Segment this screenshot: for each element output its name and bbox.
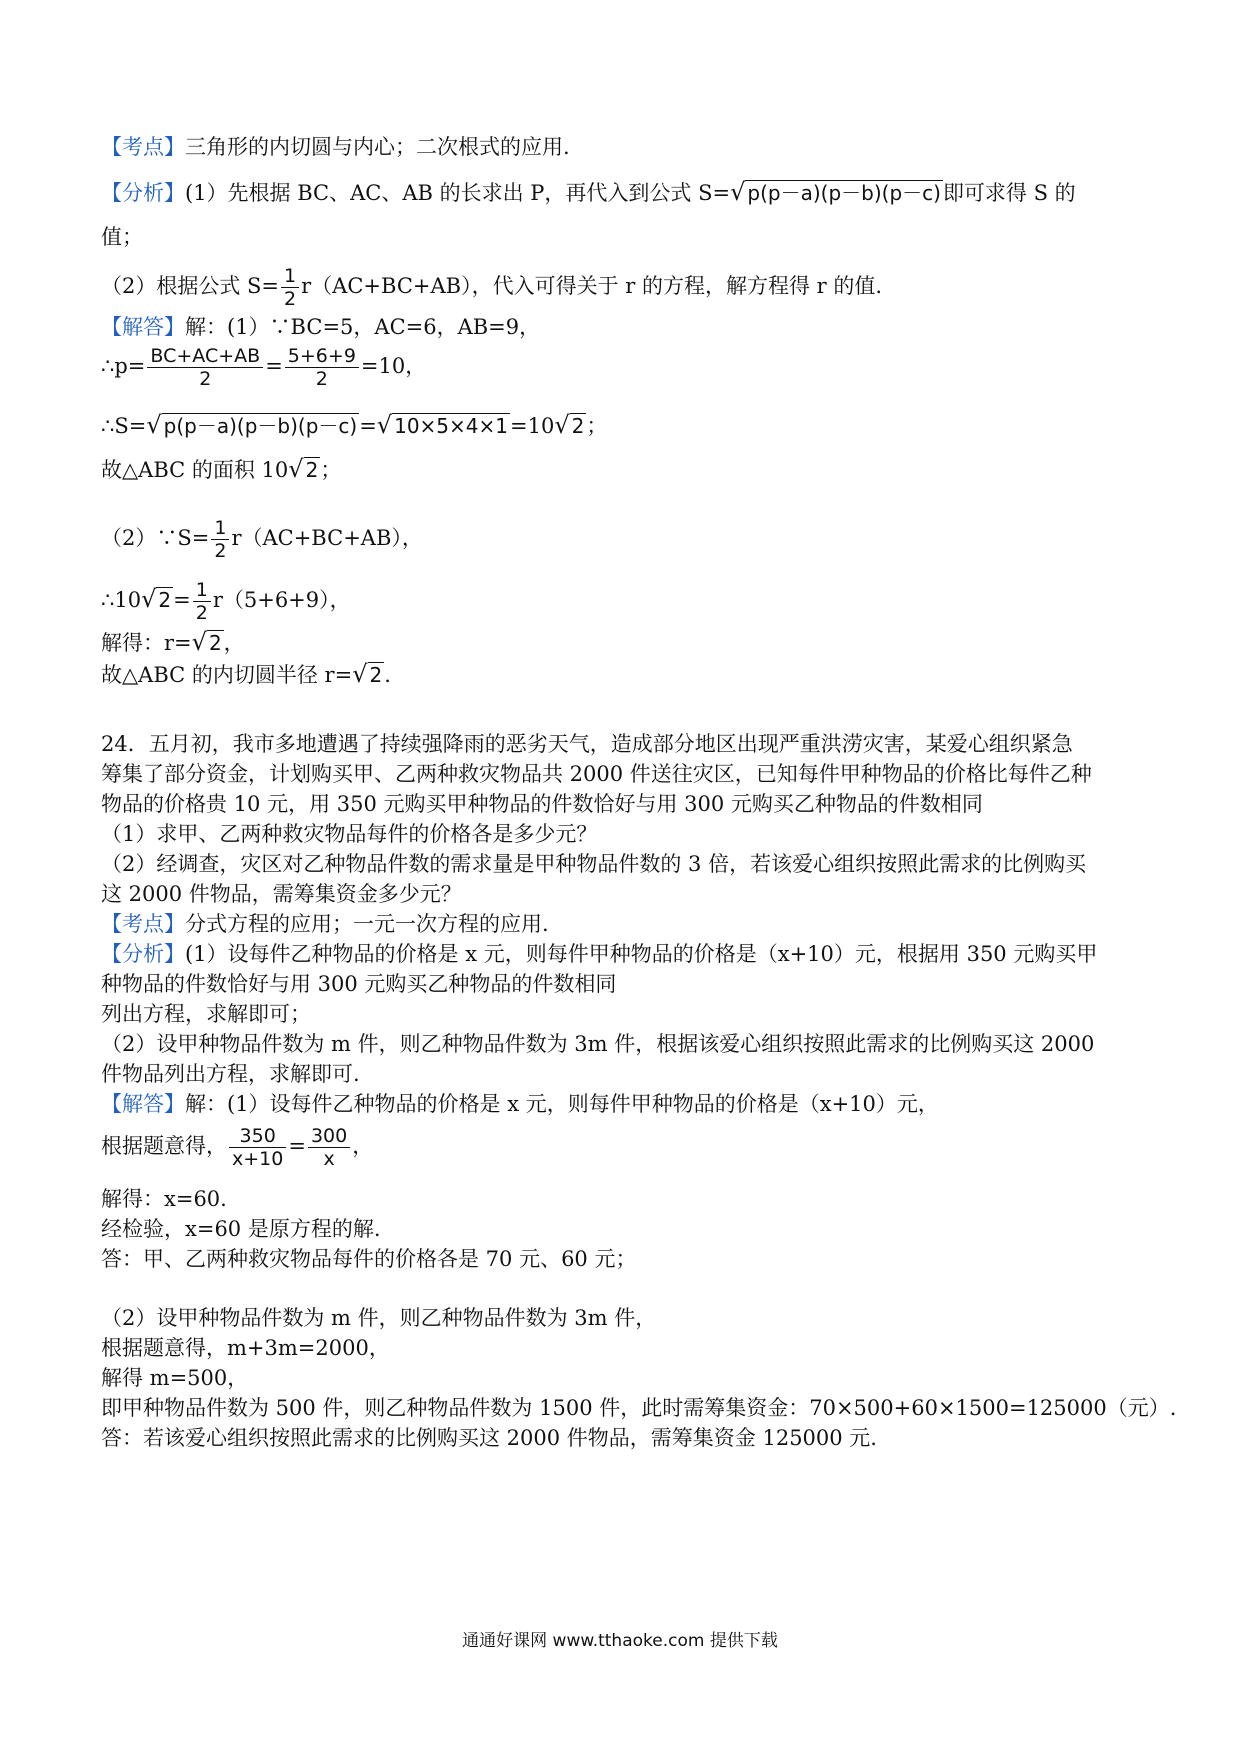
q24-jieda-1: 【解答】解：(1）设每件乙种物品的价格是 x 元，则每件甲种物品的价格是（x+10）元，: [101, 1092, 939, 1116]
jieda-tag: 【解答】: [101, 315, 185, 339]
q24-fenxi-5: 件物品列出方程，求解即可.: [101, 1062, 360, 1086]
q24-question-2b: 这 2000 件物品，需筹集资金多少元？: [101, 882, 462, 906]
q24-stem-3: 物品的价格贵 10 元，用 350 元购买甲种物品的件数恰好与用 300 元购买乙种物品的件数相同: [101, 792, 983, 816]
q24-question-1: （1）求甲、乙两种救灾物品每件的价格各是多少元？: [101, 822, 598, 846]
q24-equation-line: 根据题意得， $\frac{350}{x+10}$ = $\frac{300}{x}$ ，: [101, 1125, 374, 1170]
q23-sol5: 故△ABC 的内切圆半径 r=√ 2.: [101, 660, 391, 688]
half-fraction: $\frac{1}{2}$: [281, 265, 299, 310]
q23-sol2: （2）∵S= $\frac{1}{2}$ r（AC+BC+AB），: [101, 517, 423, 562]
q24-jieda-6: （2）设甲种物品件数为 m 件，则乙种物品件数为 3m 件，: [101, 1306, 657, 1330]
q24-jieda-5: 答：甲、乙两种救灾物品每件的价格各是 70 元、60 元；: [101, 1247, 637, 1271]
q23-kaodian: 【考点】三角形的内切圆与内心；二次根式的应用.: [101, 135, 570, 159]
q23-area-line: 故△ABC 的面积 10√ 2；: [101, 455, 342, 483]
q23-fenxi-1: 【分析】(1）先根据 BC、AC、AB 的长求出 P，再代入到公式 S=√ p(p－a)(p－b)(p－c)即可求得 S 的: [101, 178, 1076, 206]
q23-fenxi-1b: 值；: [101, 225, 143, 249]
q24-jieda-10: 答：若该爱心组织按照此需求的比例购买这 2000 件物品，需筹集资金 125000 元.: [101, 1426, 877, 1450]
q24-fenxi-4: （2）设甲种物品件数为 m 件，则乙种物品件数为 3m 件，根据该爱心组织按照此需求的比例购买这 2000: [101, 1032, 1095, 1056]
q23-fenxi-2: （2）根据公式 S= $\frac{1}{2}$ r（AC+BC+AB），代入可得关于 r 的方程，解方程得 r 的值.: [101, 265, 883, 310]
q24-jieda-3: 解得：x=60.: [101, 1187, 227, 1211]
q23-p-line: ∴p= $\frac{BC+AC+AB}{2}$ = $\frac{5+6+9}{2}$ =10，: [101, 345, 427, 390]
q24-stem-1: 24．五月初，我市多地遭遇了持续强降雨的恶劣天气，造成部分地区出现严重洪涝灾害，某爱心组织紧急: [101, 732, 1073, 756]
q24-jieda-4: 经检验，x=60 是原方程的解.: [101, 1217, 381, 1241]
q24-jieda-7: 根据题意得，m+3m=2000，: [101, 1336, 390, 1360]
q23-s-line: ∴S=√ p(p－a)(p－b)(p－c)=√ 10×5×4×1=10√ 2；: [101, 411, 608, 439]
q24-fenxi-1: 【分析】(1）设每件乙种物品的价格是 x 元，则每件甲种物品的价格是（x+10）元，根据用 350 元购买甲: [101, 942, 1098, 966]
heron-sqrt: √ p(p－a)(p－b)(p－c): [730, 178, 941, 206]
equation-fraction-1: $\frac{350}{x+10}$: [229, 1125, 286, 1170]
q24-kaodian: 【考点】分式方程的应用；一元一次方程的应用.: [101, 912, 549, 936]
q23-sol3: ∴10√ 2= $\frac{1}{2}$ r（5+6+9），: [101, 579, 351, 624]
q24-jieda-9: 即甲种物品件数为 500 件，则乙种物品件数为 1500 件，此时需筹集资金：70×500+60×1500=125000（元）.: [101, 1396, 1177, 1420]
q23-jieda-1: 【解答】解：(1）∵BC=5，AC=6，AB=9，: [101, 315, 541, 339]
q24-jieda-8: 解得 m=500，: [101, 1366, 249, 1390]
q24-stem-2: 筹集了部分资金，计划购买甲、乙两种救灾物品共 2000 件送往灾区，已知每件甲种物品的价格比每件乙种: [101, 762, 1092, 786]
fenxi-tag: 【分析】: [101, 181, 185, 205]
kaodian-tag: 【考点】: [101, 135, 185, 159]
equation-fraction-2: $\frac{300}{x}$: [308, 1125, 350, 1170]
p-fraction-1: $\frac{BC+AC+AB}{2}$: [147, 345, 263, 390]
q24-fenxi-3: 列出方程，求解即可；: [101, 1002, 311, 1026]
q24-fenxi-2: 种物品的件数恰好与用 300 元购买乙种物品的件数相同: [101, 972, 617, 996]
page-footer: 通通好课网 www.tthaoke.com 提供下载: [462, 1631, 778, 1651]
p-fraction-2: $\frac{5+6+9}{2}$: [285, 345, 359, 390]
q23-sol4: 解得：r=√ 2，: [101, 628, 245, 656]
q24-question-2a: （2）经调查，灾区对乙种物品件数的需求量是甲种物品件数的 3 倍，若该爱心组织按照此需求的比例购买: [101, 852, 1087, 876]
